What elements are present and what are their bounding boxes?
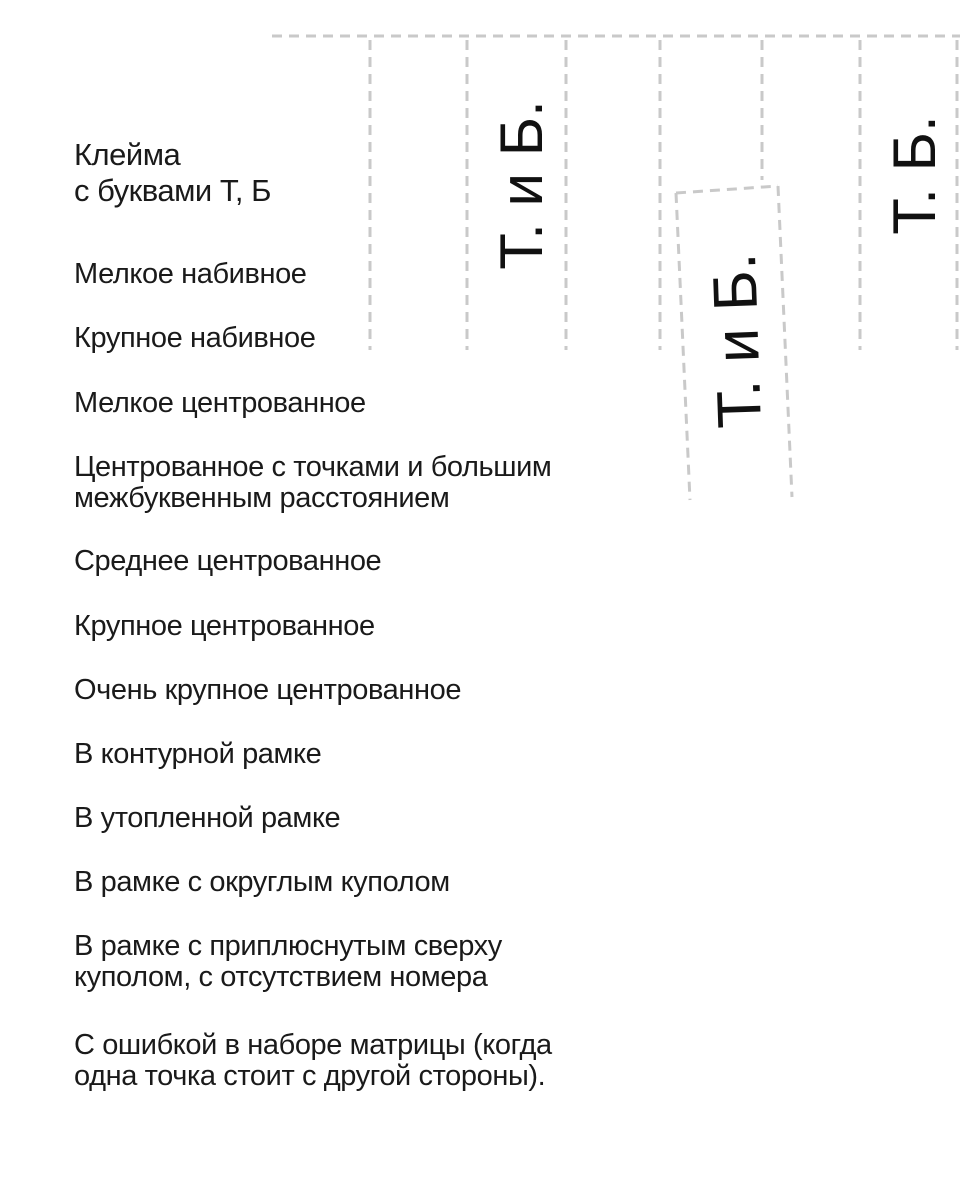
page-title-line-1: Клейма [74, 137, 181, 172]
tilted-frame-right [778, 186, 792, 497]
list-item-line: В рамке с приплюснутым сверху [74, 930, 502, 962]
stamp-text: Т. Б. [881, 115, 948, 235]
page-title-line-2: с буквами Т, Б [74, 173, 271, 208]
list-item-line: Мелкое набивное [74, 258, 307, 290]
list-item-line: Мелкое центрованное [74, 387, 366, 419]
list-item-line: Среднее центрованное [74, 545, 382, 577]
stamp-text: Т. и Б. [699, 251, 776, 430]
list-item-line: С ошибкой в наборе матрицы (когда [74, 1029, 552, 1061]
list-item-line: куполом, с отсутствием номера [74, 961, 488, 993]
stamp-text: Т. и Б. [488, 100, 555, 270]
list-item-line: Крупное набивное [74, 322, 316, 354]
tilted-frame-top [676, 186, 778, 193]
list-item-line: В рамке с округлым куполом [74, 866, 450, 898]
list-item-line: Центрованное с точками и большим [74, 451, 552, 483]
list-item-line: В контурной рамке [74, 738, 322, 770]
list-item-line: Крупное центрованное [74, 610, 375, 642]
list-item-line: Очень крупное центрованное [74, 674, 462, 706]
tilted-frame-left [676, 193, 690, 500]
list-item-line: одна точка стоит с другой стороны). [74, 1060, 546, 1092]
list-item-line: межбуквенным расстоянием [74, 482, 450, 514]
list-item-line: В утопленной рамке [74, 802, 341, 834]
